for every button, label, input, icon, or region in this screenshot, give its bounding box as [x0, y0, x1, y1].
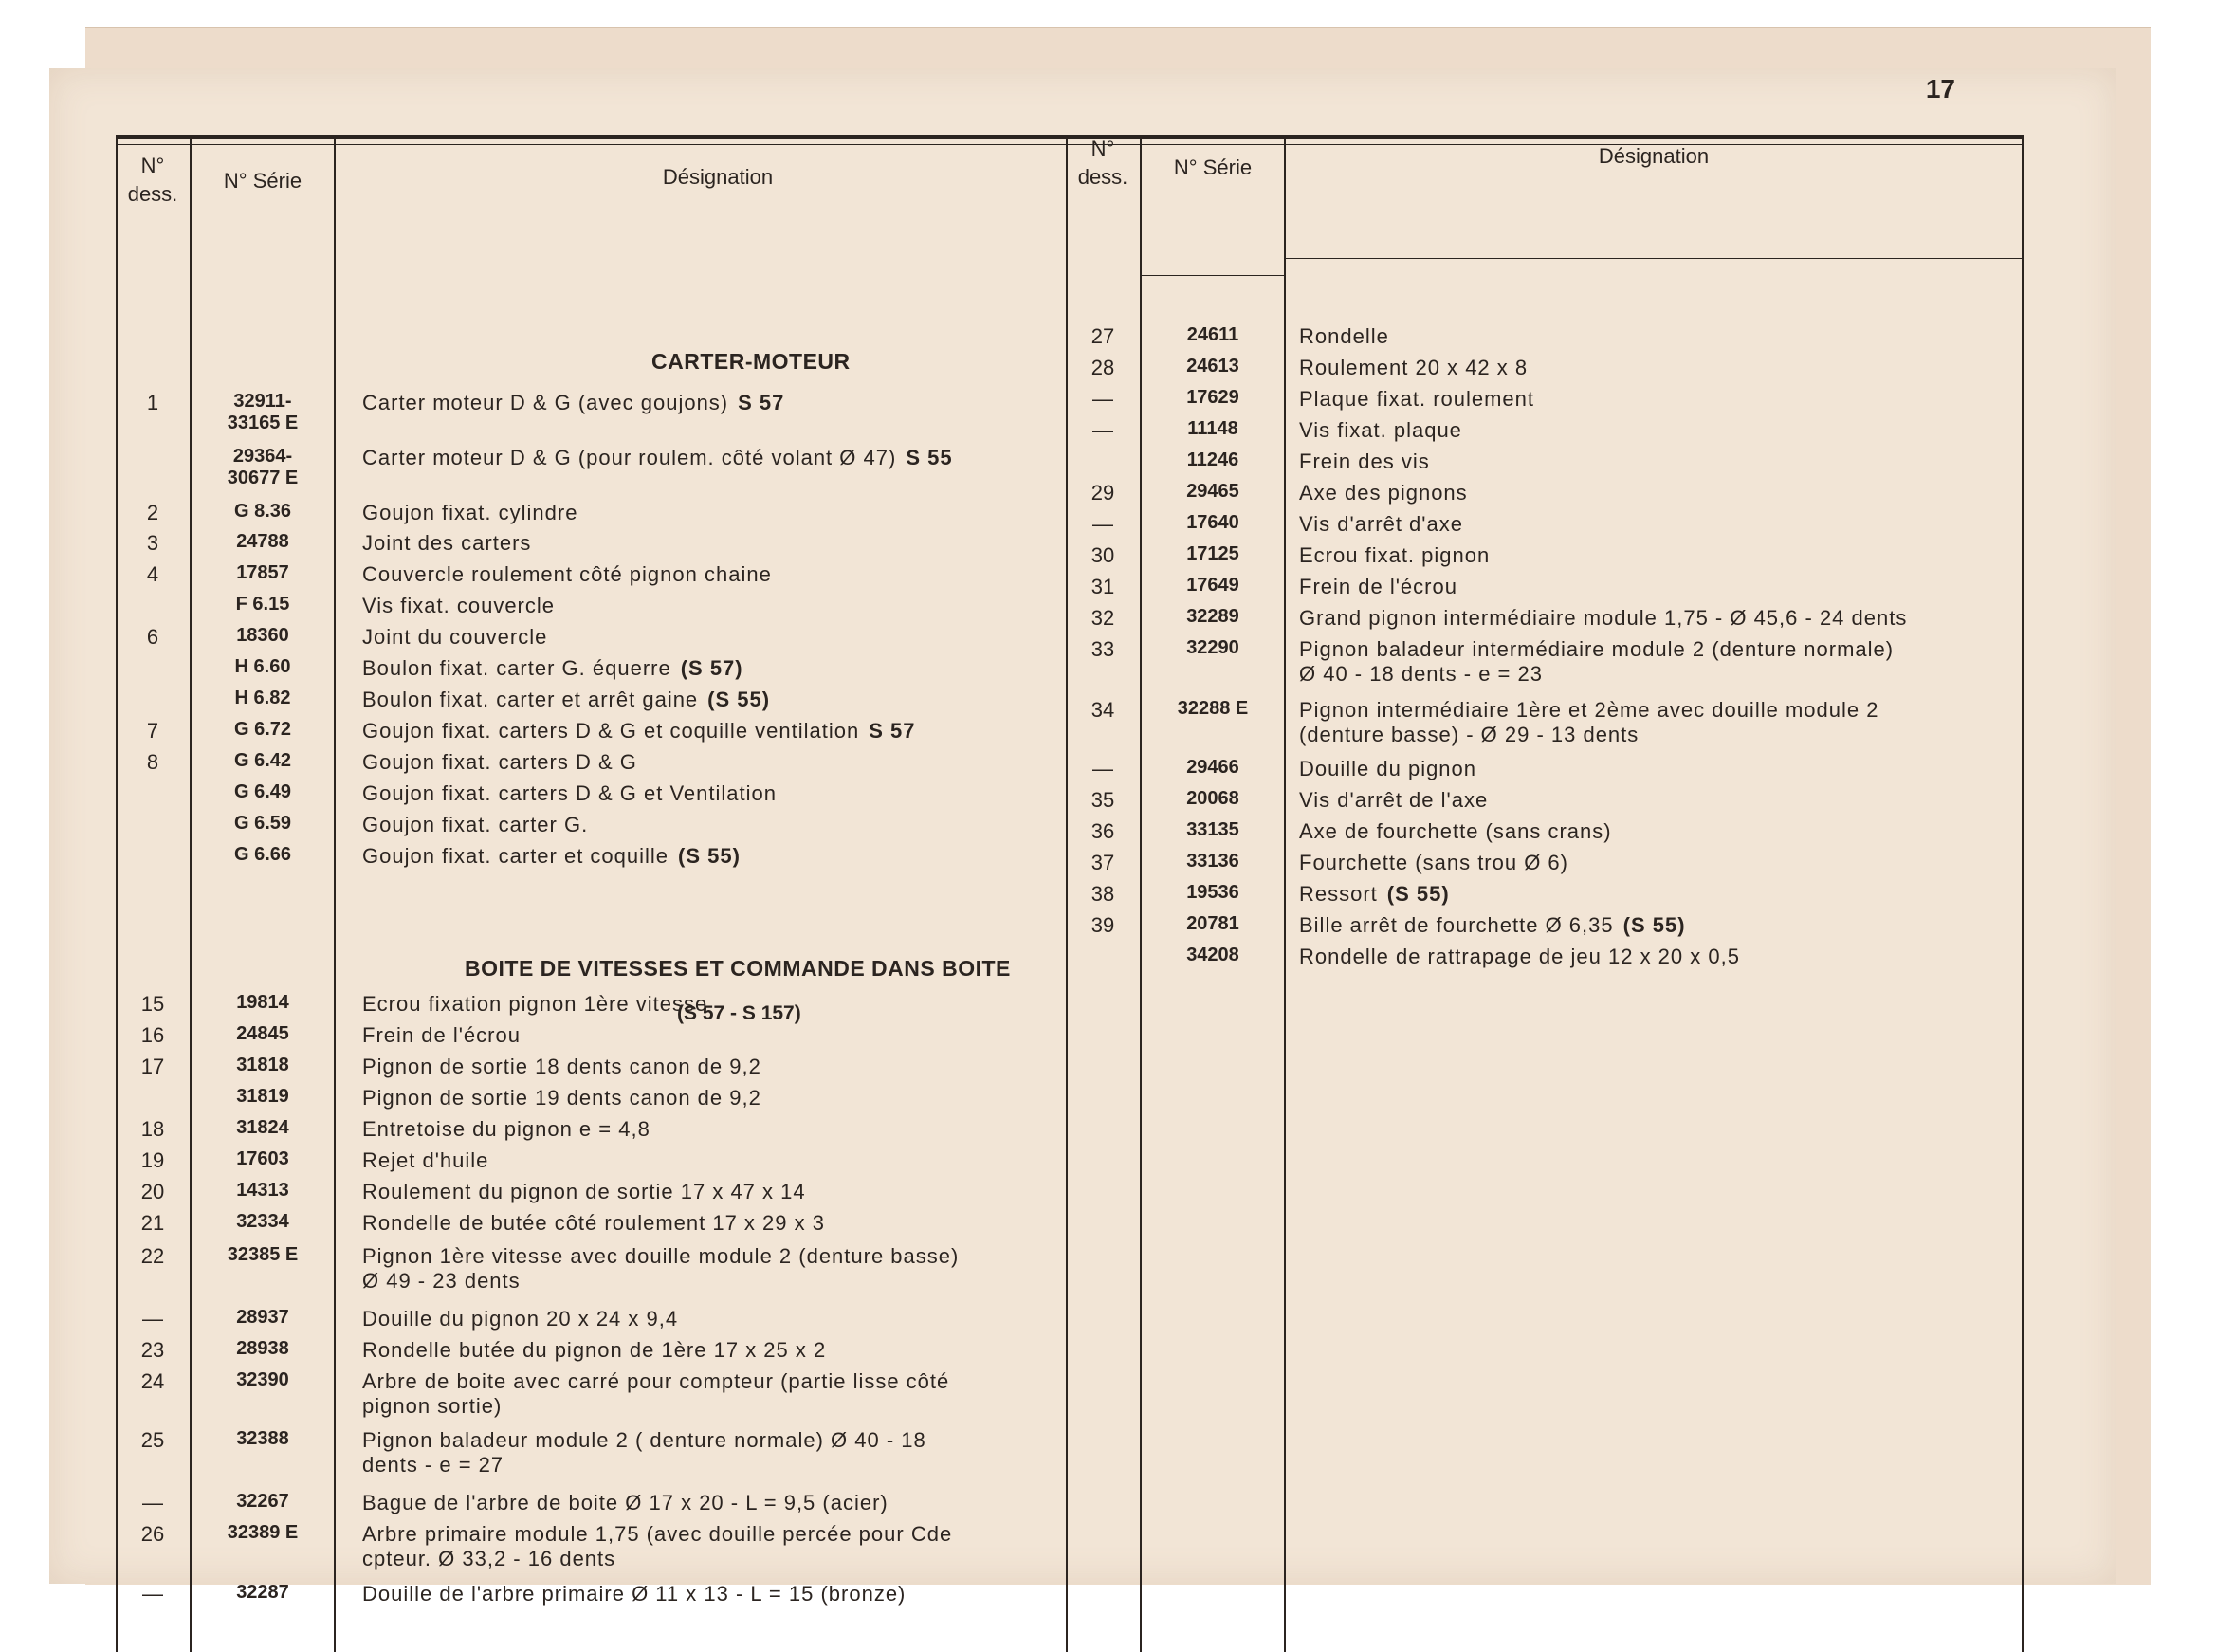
row-designation [1299, 698, 2058, 747]
header-rule [1142, 275, 1284, 276]
row-designation-text: Frein des vis [1299, 450, 1430, 473]
row-designation-text: Rondelle de butée côté roulement 17 x 29 x 3 [362, 1211, 825, 1235]
table-row [1066, 851, 2024, 883]
row-designation-text: Pignon 1ère vitesse avec douille module 2 (denture basse) Ø 49 - 23 dents [362, 1244, 960, 1293]
row-designation-text: Couvercle roulement côté pignon chaine [362, 562, 772, 586]
header-rule [1286, 258, 2022, 259]
row-designation-text: Axe de fourchette (sans crans) [1299, 819, 1612, 843]
row-serial-number: G 6.66 [233, 844, 292, 865]
row-drawing-number: 39 [1090, 913, 1115, 937]
row-drawing-number: 16 [140, 1023, 165, 1047]
row-designation-text: Goujon fixat. carter et coquille [362, 844, 669, 868]
table-row [116, 781, 1102, 814]
row-drawing-number: — [142, 1491, 163, 1514]
row-drawing-number: 7 [146, 719, 159, 743]
table-top-rule-thin [116, 144, 1102, 145]
table-row [116, 391, 1102, 433]
row-designation [362, 1522, 1178, 1571]
table-row [1066, 819, 2024, 852]
row-serial-number: 19536 [1186, 882, 1239, 903]
column-divider [334, 135, 336, 1652]
row-drawing-number: 26 [140, 1522, 165, 1546]
row-series-tag: (S 57) [680, 656, 743, 680]
row-designation [362, 688, 1178, 712]
row-designation [1299, 387, 2058, 412]
row-drawing-number: 2 [146, 501, 159, 524]
row-designation-text: Rejet d'huile [362, 1148, 489, 1172]
table-row [116, 1522, 1102, 1570]
row-series-tag: S 57 [869, 719, 916, 743]
table-row [116, 750, 1102, 782]
row-designation [1299, 851, 2058, 875]
row-designation [1299, 945, 2058, 969]
table-row [116, 1428, 1102, 1477]
table-row [116, 1086, 1102, 1118]
row-serial-number: 32390 [236, 1369, 289, 1390]
row-designation [362, 1307, 1178, 1331]
row-designation [362, 1148, 1178, 1173]
row-designation-text: Goujon fixat. carters D & G et coquille ventilation [362, 719, 860, 743]
row-designation [1299, 575, 2058, 599]
row-designation [362, 844, 1178, 869]
table-row [116, 719, 1102, 751]
table-row [1066, 387, 2024, 419]
header-num: N° dess. [1077, 137, 1128, 189]
row-designation [1299, 324, 2058, 349]
row-designation [362, 501, 1178, 525]
row-designation [362, 719, 1178, 743]
row-drawing-number: 6 [146, 625, 159, 649]
row-designation [362, 1117, 1178, 1142]
section-title-boite: BOITE DE VITESSES ET COMMANDE DANS BOITE [465, 956, 1011, 981]
row-designation [362, 594, 1178, 618]
row-designation-text: Douille de l'arbre primaire Ø 11 x 13 - L = 15 (bronze) [362, 1582, 907, 1606]
row-drawing-number: 23 [140, 1338, 165, 1362]
table-row [116, 1338, 1102, 1370]
row-designation [362, 625, 1178, 650]
table-row [116, 531, 1102, 563]
row-designation [362, 1211, 1178, 1236]
table-row [1066, 637, 2024, 686]
table-row [116, 1307, 1102, 1339]
row-serial-number: 33135 [1186, 819, 1239, 840]
table-row [1066, 882, 2024, 914]
table-row [116, 844, 1102, 876]
table-row [116, 1180, 1102, 1212]
row-serial-number: 17125 [1186, 543, 1239, 564]
row-designation-text: Bille arrêt de fourchette Ø 6,35 [1299, 913, 1614, 937]
row-drawing-number: 29 [1090, 481, 1115, 505]
row-serial-number: G 6.42 [233, 750, 292, 771]
row-designation-text: Bague de l'arbre de boite Ø 17 x 20 - L = 9,5 (acier) [362, 1491, 889, 1514]
row-designation [362, 562, 1178, 587]
table-row [1066, 575, 2024, 607]
row-drawing-number: 36 [1090, 819, 1115, 843]
row-serial-number: H 6.60 [234, 656, 291, 677]
row-designation-text: Arbre de boite avec carré pour compteur (partie lisse côté pignon sortie) [362, 1369, 950, 1418]
table-row [1066, 512, 2024, 544]
row-designation [1299, 913, 2058, 938]
row-drawing-number: 15 [140, 992, 165, 1016]
row-serial-number: G 6.72 [233, 719, 292, 740]
table-row [116, 656, 1102, 688]
table-top-rule [116, 135, 1102, 139]
row-drawing-number: — [142, 1582, 163, 1606]
row-designation-text: Roulement du pignon de sortie 17 x 47 x 14 [362, 1180, 806, 1203]
row-drawing-number: 25 [140, 1428, 165, 1452]
row-serial-number: 32385 E [227, 1244, 299, 1265]
row-designation-text: Entretoise du pignon e = 4,8 [362, 1117, 650, 1141]
row-drawing-number: 17 [140, 1055, 165, 1078]
row-serial-number: 14313 [236, 1180, 289, 1201]
table-row [116, 1582, 1102, 1614]
parts-table-right [1066, 135, 2024, 1652]
row-designation [362, 1428, 1178, 1478]
table-row [116, 813, 1102, 845]
row-designation-text: Arbre primaire module 1,75 (avec douille percée pour Cde cpteur. Ø 33,2 - 16 dents [362, 1522, 953, 1570]
row-series-tag: (S 55) [707, 688, 771, 711]
row-serial-number: 24788 [236, 531, 289, 552]
row-drawing-number: — [142, 1307, 163, 1331]
row-drawing-number: 20 [140, 1180, 165, 1203]
row-serial-number: 32289 [1186, 606, 1239, 627]
row-designation-text: Rondelle butée du pignon de 1ère 17 x 25 x 2 [362, 1338, 827, 1362]
table-row [116, 594, 1102, 626]
column-divider [190, 135, 192, 1652]
row-drawing-number: 32 [1090, 606, 1115, 630]
row-serial-number: 28938 [236, 1338, 289, 1359]
table-row [1066, 450, 2024, 482]
row-designation-text: Vis fixat. plaque [1299, 418, 1462, 442]
row-designation [1299, 788, 2058, 813]
row-designation-text: Ecrou fixat. pignon [1299, 543, 1491, 567]
table-row [1066, 418, 2024, 450]
section-title-carter: CARTER-MOTEUR [651, 349, 851, 374]
row-designation [1299, 606, 2058, 631]
row-designation-text: Vis d'arrêt de l'axe [1299, 788, 1489, 812]
row-serial-number: 31819 [236, 1086, 289, 1107]
row-designation [362, 1244, 1178, 1294]
page-number: 17 [1925, 74, 1955, 103]
table-row [1066, 356, 2024, 388]
row-designation-text: Pignon de sortie 19 dents canon de 9,2 [362, 1086, 761, 1110]
row-designation-text: Frein de l'écrou [1299, 575, 1457, 598]
row-designation-text: Carter moteur D & G (avec goujons) [362, 391, 729, 414]
row-designation [1299, 819, 2058, 844]
row-drawing-number: — [1092, 757, 1113, 780]
row-serial-number: 32334 [236, 1211, 289, 1232]
row-drawing-number: 37 [1090, 851, 1115, 874]
table-row [116, 688, 1102, 720]
row-serial-number: 20781 [1186, 913, 1239, 934]
row-drawing-number: 18 [140, 1117, 165, 1141]
row-series-tag: (S 55) [678, 844, 741, 868]
row-serial-number: 17603 [236, 1148, 289, 1169]
row-drawing-number: — [1092, 387, 1113, 411]
row-designation [362, 1338, 1178, 1363]
row-designation [1299, 512, 2058, 537]
row-designation [362, 1369, 1178, 1419]
row-designation [362, 1582, 1178, 1606]
row-designation-text: Goujon fixat. cylindre [362, 501, 578, 524]
row-serial-number: H 6.82 [234, 688, 291, 708]
table-row [1066, 913, 2024, 945]
row-serial-number: 17649 [1186, 575, 1239, 596]
row-designation [362, 1086, 1178, 1111]
row-drawing-number: 31 [1090, 575, 1115, 598]
table-row [116, 1244, 1102, 1293]
row-series-tag: (S 55) [1622, 913, 1686, 937]
header-designation: Désignation [1598, 144, 1710, 168]
row-serial-number: G 6.59 [233, 813, 292, 834]
table-row [116, 1117, 1102, 1149]
row-serial-number: 32389 E [227, 1522, 299, 1543]
row-series-tag: (S 55) [1386, 882, 1450, 906]
row-designation-text: Goujon fixat. carter G. [362, 813, 589, 836]
row-serial-number: 31818 [236, 1055, 289, 1075]
row-designation [1299, 757, 2058, 781]
row-serial-number: 29364- 30677 E [227, 446, 299, 488]
row-designation [1299, 637, 2058, 687]
row-serial-number: 32288 E [1177, 698, 1249, 719]
row-designation-text: Vis d'arrêt d'axe [1299, 512, 1463, 536]
row-designation [1299, 882, 2058, 907]
row-drawing-number: 33 [1090, 637, 1115, 661]
table-top-rule [1066, 135, 2024, 139]
table-row [116, 446, 1102, 488]
table-row [116, 1491, 1102, 1523]
header-num: N° dess. [127, 154, 178, 206]
row-designation-text: Ecrou fixation pignon 1ère vitesse [362, 992, 708, 1016]
table-row [1066, 543, 2024, 576]
row-designation-text: Axe des pignons [1299, 481, 1468, 505]
row-designation-text: Joint du couvercle [362, 625, 548, 649]
row-designation-text: Carter moteur D & G (pour roulem. côté volant Ø 47) [362, 446, 897, 469]
table-row [116, 625, 1102, 657]
table-row [1066, 324, 2024, 357]
parts-table-left [116, 135, 1102, 1652]
row-serial-number: 24611 [1186, 324, 1239, 345]
row-designation [1299, 418, 2058, 443]
row-drawing-number: 24 [140, 1369, 165, 1393]
row-serial-number: 24845 [236, 1023, 289, 1044]
row-designation [362, 750, 1178, 775]
row-designation [362, 446, 1178, 470]
section-subtitle-boite: (S 57 - S 157) [677, 1002, 801, 1024]
row-serial-number: 17640 [1186, 512, 1239, 533]
row-designation [362, 1055, 1178, 1079]
header-designation: Désignation [662, 165, 774, 189]
header-serie: N° Série [1173, 156, 1253, 179]
row-serial-number: 32911- 33165 E [227, 391, 299, 433]
row-designation [362, 1491, 1178, 1515]
row-designation-text: Goujon fixat. carters D & G [362, 750, 637, 774]
row-serial-number: G 8.36 [233, 501, 292, 522]
row-drawing-number: 34 [1090, 698, 1115, 722]
row-serial-number: 33136 [1186, 851, 1239, 872]
row-designation [362, 1023, 1178, 1048]
row-serial-number: 31824 [236, 1117, 289, 1138]
row-designation-text: Fourchette (sans trou Ø 6) [1299, 851, 1568, 874]
row-designation [362, 1180, 1178, 1204]
row-serial-number: 32388 [236, 1428, 289, 1449]
row-serial-number: 34208 [1186, 945, 1239, 965]
table-row [1066, 788, 2024, 820]
table-row [116, 562, 1102, 595]
row-drawing-number: 22 [140, 1244, 165, 1268]
row-drawing-number: — [1092, 512, 1113, 536]
row-serial-number: 20068 [1186, 788, 1239, 809]
row-designation [1299, 543, 2058, 568]
row-drawing-number: 1 [146, 391, 159, 414]
catalog-page [49, 68, 2116, 1606]
header-serie: N° Série [223, 169, 302, 193]
row-drawing-number: 30 [1090, 543, 1115, 567]
row-designation-text: Vis fixat. couvercle [362, 594, 556, 617]
row-serial-number: 19814 [236, 992, 289, 1013]
table-row [1066, 945, 2024, 977]
row-drawing-number: 35 [1090, 788, 1115, 812]
row-series-tag: S 55 [906, 446, 953, 469]
row-designation-text: Pignon baladeur module 2 ( denture normale) Ø 40 - 18 dents - e = 27 [362, 1428, 926, 1477]
row-designation [1299, 481, 2058, 505]
row-designation-text: Rondelle [1299, 324, 1389, 348]
row-drawing-number: — [1092, 418, 1113, 442]
row-designation-text: Joint des carters [362, 531, 532, 555]
row-designation-text: Pignon intermédiaire 1ère et 2ème avec douille module 2 (denture basse) - Ø 29 - 13 dents [1299, 698, 1879, 746]
table-row [1066, 606, 2024, 638]
row-designation-text: Douille du pignon [1299, 757, 1477, 780]
row-designation-text: Boulon fixat. carter et arrêt gaine [362, 688, 699, 711]
row-serial-number: F 6.15 [235, 594, 290, 615]
row-serial-number: 11246 [1186, 450, 1239, 470]
row-designation [362, 656, 1178, 681]
row-series-tag: S 57 [738, 391, 785, 414]
row-serial-number: 17629 [1186, 387, 1239, 408]
row-designation-text: Goujon fixat. carters D & G et Ventilation [362, 781, 777, 805]
row-designation [362, 781, 1178, 806]
row-designation [362, 391, 1178, 415]
row-drawing-number: 8 [146, 750, 159, 774]
table-row [1066, 757, 2024, 789]
row-serial-number: G 6.49 [233, 781, 292, 802]
table-row [116, 1023, 1102, 1055]
row-serial-number: 32267 [236, 1491, 289, 1512]
table-row [116, 1369, 1102, 1418]
row-designation [1299, 450, 2058, 474]
row-serial-number: 24613 [1186, 356, 1239, 376]
row-drawing-number: 38 [1090, 882, 1115, 906]
row-designation-text: Boulon fixat. carter G. équerre [362, 656, 671, 680]
row-designation-text: Pignon baladeur intermédiaire module 2 (denture normale) Ø 40 - 18 dents - e = 23 [1299, 637, 1895, 686]
row-designation-text: Roulement 20 x 42 x 8 [1299, 356, 1529, 379]
table-row [116, 992, 1102, 1024]
row-drawing-number: 28 [1090, 356, 1115, 379]
row-serial-number: 18360 [236, 625, 289, 646]
row-serial-number: 11148 [1187, 418, 1238, 439]
row-designation-text: Pignon de sortie 18 dents canon de 9,2 [362, 1055, 761, 1078]
row-designation-text: Ressort [1299, 882, 1378, 906]
row-designation [1299, 356, 2058, 380]
row-designation-text: Grand pignon intermédiaire module 1,75 - Ø 45,6 - 24 dents [1299, 606, 1908, 630]
row-drawing-number: 19 [140, 1148, 165, 1172]
table-row [1066, 698, 2024, 746]
row-designation [362, 992, 1178, 1017]
row-designation [362, 813, 1178, 837]
row-designation-text: Frein de l'écrou [362, 1023, 521, 1047]
row-serial-number: 32287 [236, 1582, 289, 1603]
row-designation [362, 531, 1178, 556]
row-serial-number: 28937 [236, 1307, 289, 1328]
row-serial-number: 17857 [236, 562, 289, 583]
row-drawing-number: 21 [140, 1211, 165, 1235]
row-designation-text: Plaque fixat. roulement [1299, 387, 1535, 411]
row-serial-number: 29465 [1186, 481, 1239, 502]
column-divider [116, 135, 118, 1652]
row-designation-text: Rondelle de rattrapage de jeu 12 x 20 x 0,5 [1299, 945, 1740, 968]
row-drawing-number: 4 [146, 562, 159, 586]
row-serial-number: 32290 [1186, 637, 1239, 658]
table-row [1066, 481, 2024, 513]
row-drawing-number: 3 [146, 531, 159, 555]
table-row [116, 1055, 1102, 1087]
row-drawing-number: 27 [1090, 324, 1115, 348]
row-serial-number: 29466 [1186, 757, 1239, 778]
table-row [116, 1148, 1102, 1181]
table-row [116, 501, 1102, 533]
table-row [116, 1211, 1102, 1243]
row-designation-text: Douille du pignon 20 x 24 x 9,4 [362, 1307, 679, 1331]
